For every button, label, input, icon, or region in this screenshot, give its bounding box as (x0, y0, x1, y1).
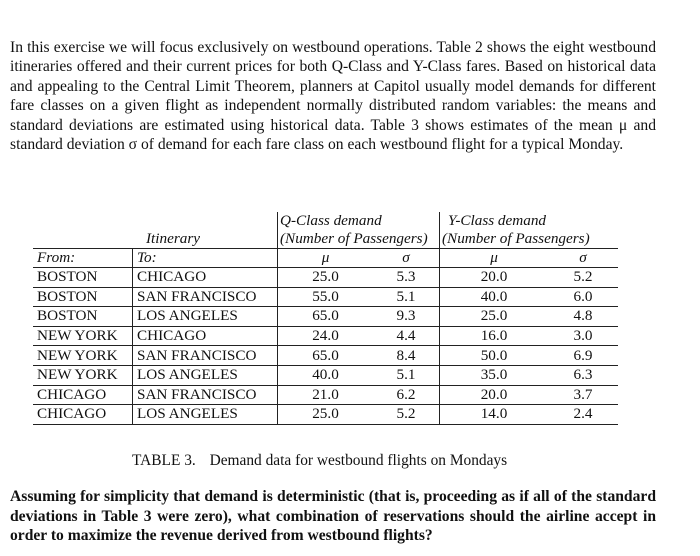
question-paragraph: Assuming for simplicity that demand is deterministic (that is, proceeding as if all of the standard deviations in Table 3 were zero), what combination of reservations should the airline accept in order to maximize the revenue derived from westbound flights? (10, 488, 656, 545)
cell-y-sigma: 6.9 (548, 346, 618, 366)
cell-to: SAN FRANCISCO (133, 287, 278, 307)
cell-q-sigma: 5.3 (373, 268, 440, 288)
intro-paragraph: In this exercise we will focus exclusively on westbound operations. Table 2 shows the eight westbound itineraries offered and their current prices for both Q-Class and Y-Class fares. Based on historical data and appealing to the Central Limit Theorem, planners at Capitol usually model demands for different fare classes on a given flight as independent normally distributed random variables: the means and standard deviations are estimated using historical data. Table 3 shows estimates of the mean μ and standard deviation σ of demand for each fare class on each westbound flight for a typical Monday. (10, 39, 656, 154)
cell-from: NEW YORK (33, 326, 133, 346)
cell-q-mu: 21.0 (278, 385, 374, 405)
cell-to: SAN FRANCISCO (133, 385, 278, 405)
cell-to: LOS ANGELES (133, 365, 278, 385)
q-mu-symbol: μ (278, 249, 374, 268)
cell-y-mu: 20.0 (440, 385, 549, 405)
q-sigma-symbol: σ (373, 249, 440, 268)
demand-table-container (33, 212, 618, 425)
cell-from: NEW YORK (33, 346, 133, 366)
cell-y-sigma: 5.2 (548, 268, 618, 288)
cell-q-sigma: 5.1 (373, 365, 440, 385)
cell-q-sigma: 9.3 (373, 307, 440, 327)
cell-q-mu: 65.0 (278, 346, 374, 366)
cell-to: CHICAGO (133, 268, 278, 288)
cell-y-mu: 40.0 (440, 287, 549, 307)
cell-y-sigma: 3.0 (548, 326, 618, 346)
cell-q-mu: 24.0 (278, 326, 374, 346)
cell-q-mu: 55.0 (278, 287, 374, 307)
cell-y-sigma: 6.0 (548, 287, 618, 307)
caption-number: TABLE 3. (132, 452, 196, 469)
from-label: From: (33, 249, 133, 268)
cell-from: BOSTON (33, 268, 133, 288)
cell-y-sigma: 4.8 (548, 307, 618, 327)
to-label: To: (133, 249, 278, 268)
caption-text: Demand data for westbound flights on Mondays (209, 452, 508, 469)
cell-q-sigma: 6.2 (373, 385, 440, 405)
cell-q-sigma: 5.2 (373, 405, 440, 425)
cell-y-mu: 25.0 (440, 307, 549, 327)
cell-y-sigma: 3.7 (548, 385, 618, 405)
table-caption (132, 452, 507, 470)
table-row (33, 268, 618, 288)
y-class-header: Y-Class demand (448, 212, 547, 229)
y-mu-symbol: μ (440, 249, 549, 268)
cell-to: CHICAGO (133, 326, 278, 346)
cell-q-mu: 25.0 (278, 268, 374, 288)
table-row (33, 287, 618, 307)
table-row (33, 326, 618, 346)
y-class-passengers-header: (Number of Passengers) (442, 230, 590, 247)
cell-from: BOSTON (33, 287, 133, 307)
cell-q-sigma: 4.4 (373, 326, 440, 346)
cell-to: SAN FRANCISCO (133, 346, 278, 366)
cell-from: CHICAGO (33, 405, 133, 425)
cell-y-sigma: 2.4 (548, 405, 618, 425)
cell-to: LOS ANGELES (133, 405, 278, 425)
table-row (33, 346, 618, 366)
table-header-row-2 (33, 230, 618, 249)
cell-y-mu: 20.0 (440, 268, 549, 288)
demand-table (33, 212, 618, 425)
table-row (33, 365, 618, 385)
y-sigma-symbol: σ (548, 249, 618, 268)
table-header-row-1 (33, 212, 618, 230)
table-row (33, 385, 618, 405)
cell-from: NEW YORK (33, 365, 133, 385)
table-row (33, 405, 618, 425)
cell-q-sigma: 8.4 (373, 346, 440, 366)
cell-q-sigma: 5.1 (373, 287, 440, 307)
q-class-header: Q-Class demand (278, 212, 440, 230)
table-row (33, 307, 618, 327)
table-subheader-row (33, 249, 618, 268)
cell-y-mu: 50.0 (440, 346, 549, 366)
cell-y-mu: 16.0 (440, 326, 549, 346)
cell-y-mu: 14.0 (440, 405, 549, 425)
cell-from: BOSTON (33, 307, 133, 327)
cell-from: CHICAGO (33, 385, 133, 405)
cell-to: LOS ANGELES (133, 307, 278, 327)
itinerary-header: Itinerary (33, 230, 278, 249)
q-class-passengers-header: (Number of Passengers) (278, 230, 440, 249)
cell-y-mu: 35.0 (440, 365, 549, 385)
cell-q-mu: 25.0 (278, 405, 374, 425)
cell-y-sigma: 6.3 (548, 365, 618, 385)
cell-q-mu: 65.0 (278, 307, 374, 327)
cell-q-mu: 40.0 (278, 365, 374, 385)
